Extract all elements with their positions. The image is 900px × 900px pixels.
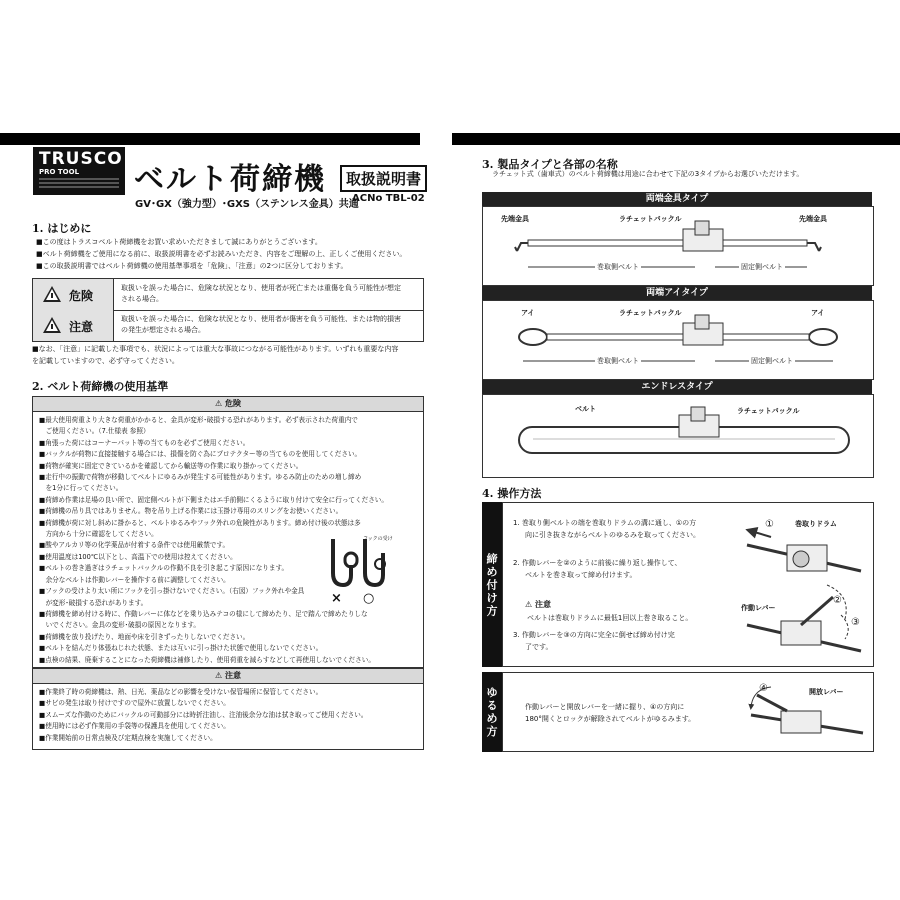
step-line: 1. 巻取り側ベルトの端を巻取りドラムの溝に通し、①の方 [513, 519, 697, 527]
caution-note: ベルトは巻取りドラムに最低1回以上巻き取ること。 [527, 614, 693, 622]
part-label: ラチェットバックル [737, 407, 800, 415]
type-panel-hooks [482, 206, 874, 286]
danger-desc: される場合。 [121, 295, 163, 303]
caution-item: ■使用時には必ず作業用の手袋等の保護具を使用してください。 [39, 722, 230, 731]
step-line: ベルトを巻き取って締め付けます。 [525, 571, 637, 579]
caution-item: ■作業終了時の荷締機は、熱、日光、薬品などの影響を受けない保管場所に保管してください。 [39, 688, 323, 696]
danger-desc: 取扱いを誤った場合に、危険な状況となり、使用者が死亡または重傷を負う可能性が想定 [121, 284, 401, 292]
caution-level-row [33, 310, 423, 341]
logo-text: TRUSCO [39, 149, 123, 169]
danger-item: ■フックの受けより太い所にフックを引っ掛けないでください。（右図）フック外れや金具 [39, 587, 305, 596]
danger-item: ■酸やアルカリ等の化学薬品が付着する条件では使用厳禁です。 [39, 541, 230, 550]
part-label: ラチェットバックル [619, 309, 682, 317]
loosen-panel [502, 672, 874, 752]
part-label: 固定側ベルト [741, 263, 783, 271]
tighten-panel [502, 502, 874, 667]
loosen-line: 180°開くとロックが解除されてベルトがゆるみます。 [525, 715, 696, 723]
intro-line: ■ベルト荷締機をご使用になる前に、取扱説明書を必ずお読みいただき、内容をご理解の上、正しくご使用ください。 [36, 250, 407, 258]
danger-item: ■バックルが荷物に直接接触する場合には、損傷を防ぐ為にプロテクター等の当てものを使用してください。 [39, 450, 362, 459]
part-label: 先端金具 [501, 215, 529, 223]
caution-text: 注意 [534, 600, 551, 609]
ratchet-operation-diagram [741, 515, 869, 665]
caution-label: 注意 [69, 320, 94, 334]
tighten-step-2 [513, 557, 682, 581]
danger-item: 方向から十分に確認をしてください。 [39, 530, 158, 539]
intro-line: ■この度はトラスコベルト荷締機をお買い求めいただきまして誠にありがとうございます。 [36, 238, 322, 246]
mark-2: ② [833, 595, 842, 606]
warning-level-table [32, 278, 424, 342]
mark-3: ③ [851, 617, 860, 628]
danger-item: ■荷締め作業は足場の良い所で、固定側ベルトが下側またはエ手前側にくるように取り付けて安全に行ってください。 [39, 495, 388, 504]
drum-label: 巻取りドラム [795, 520, 837, 528]
loosen-side-label [482, 672, 502, 752]
danger-item: ■角張った荷にはコーナーパット等の当てものを必ずご使用ください。 [39, 438, 250, 447]
step-line: 3. 作動レバーを③の方向に完全に倒せば締め付け完 [513, 631, 675, 639]
usage-heading: 2. ベルト荷締機の使用基準 [32, 380, 169, 393]
hook-receiver-label: フックの受け [363, 536, 393, 542]
danger-item: ご使用ください。（7.仕様表 参照） [39, 427, 150, 436]
danger-item: ■使用温度は100℃以下とし、高温下での使用は控えてください。 [39, 552, 237, 561]
danger-item: ■走行中の振動で荷物が移動してベルトにゆるみが発生する可能性があります。ゆるみ防止のための増し締め [39, 473, 362, 482]
header-rule [0, 133, 900, 145]
step-line: 2. 作動レバーを②のように前後に繰り返し操作して、 [513, 559, 682, 567]
operation-heading: 4. 操作方法 [482, 487, 542, 500]
parts-heading: 3. 製品タイプと各部の名称 [482, 158, 618, 171]
danger-item: ■点検の結果、廃棄することになった荷締機は補修したり、使用荷重を減らすなどして再使用しないでください。 [39, 655, 375, 664]
part-label: 先端金具 [799, 215, 827, 223]
danger-box-header: ⚠ 危険 [33, 397, 423, 412]
part-label: 巻取側ベルト [597, 263, 639, 271]
belt-endless-diagram [483, 395, 873, 477]
logo-subtext: PRO TOOL [39, 168, 80, 176]
part-label: 巻取側ベルト [597, 357, 639, 365]
caution-item: ■スムーズな作動のためにバックルの可動部分には時折注油し、注油後余分な油は拭き取ってご使用ください。 [39, 710, 368, 719]
tighten-step-1 [513, 517, 700, 541]
caution-item: ■作業開始前の日常点検及び定期点検を実施してください。 [39, 733, 217, 742]
part-label: ベルト [575, 405, 596, 413]
danger-item: 余分なベルトは作動レバーを操作する前に調整してください。 [39, 575, 230, 584]
model-subtitle: GV･GX（強力型）･GXS（ステンレス金具）共通 [135, 199, 359, 210]
note-line: ■なお、「注意」に記載した事項でも、状況によっては重大な事故につながる可能性があります。いずれも重要な内容 [32, 345, 399, 353]
danger-label: 危険 [69, 289, 94, 303]
danger-item: が変形･破損する恐れがあります。 [39, 598, 148, 607]
intro-heading: 1. はじめに [32, 222, 92, 235]
intro-text [36, 236, 406, 272]
type-header-hooks: 両端金具タイプ [482, 192, 872, 206]
danger-level-row [33, 279, 423, 311]
loosen-line: 作動レバーと開放レバーを一緒に握り、④の方向に [525, 703, 685, 711]
type-header-endless: エンドレスタイプ [482, 380, 872, 394]
ok-mark: ○ [363, 591, 375, 606]
step-line: 向に引き抜きながらベルトのゆるみを取ってください。 [525, 531, 700, 539]
caution-box-title: 注意 [224, 671, 241, 680]
caution-list [39, 687, 367, 744]
part-label: ラチェットバックル [619, 215, 682, 223]
caution-label: ⚠ 注意 [525, 600, 551, 609]
parts-intro: ラチェット式（歯車式）のベルト荷締機は用途に合わせて下記の3タイプからお選びいただけます。 [492, 170, 804, 178]
danger-box-title: 危険 [224, 399, 241, 408]
caution-box-header: ⚠ 注意 [33, 669, 423, 684]
document-title: ベルト荷締機 [134, 162, 326, 197]
danger-item: を1分に行ってください。 [39, 484, 123, 493]
warning-icon [43, 317, 61, 333]
note-line: を記載していますので、必ず守ってください。 [32, 357, 179, 365]
caution-item: ■サビの発生は取り付けですので屋外に放置しないでください。 [39, 699, 230, 708]
danger-item: いでください。金具の変形･破損の原因となります。 [39, 621, 201, 630]
intro-line: ■この取扱説明書ではベルト荷締機の使用基準事項を「危険」、「注意」の2つに区分しております。 [36, 262, 348, 270]
type-panel-endless [482, 394, 874, 478]
caution-box [32, 668, 424, 750]
tighten-side-label [482, 502, 502, 667]
danger-item: ■荷締機を放り投げたり、地面や床を引きずったりしないでください。 [39, 632, 250, 641]
trusco-logo [33, 147, 125, 195]
document-number: ACNo TBL-02 [352, 193, 425, 204]
danger-item: ■最大使用荷重より大きな荷重がかかると、金具が変形･破損する恐れがあります。必ず表示された荷重内で [39, 416, 358, 424]
tighten-step-3 [513, 629, 675, 653]
release-lever-label: 開放レバー [809, 688, 844, 696]
ng-mark: × [331, 591, 342, 606]
caution-desc: の発生が想定される場合。 [121, 326, 205, 334]
warning-icon [43, 286, 61, 302]
part-label: アイ [521, 309, 535, 317]
note-text [32, 343, 398, 367]
caution-desc: 取扱いを誤った場合に、危険な状況となり、使用者が傷害を負う可能性、または物的損害 [121, 315, 401, 323]
tighten-side-text: 締め付け方 [486, 552, 498, 617]
danger-item: ■荷締機が荷に対し斜めに掛かると、ベルトゆるみやフック外れの危険性があります。締め付け後の状態は多 [39, 518, 361, 527]
danger-item: ■ベルトの巻き過ぎはラチェットバックルの作動不良を引き起こす原因になります。 [39, 564, 289, 573]
loosen-text [525, 701, 695, 725]
danger-item: ■荷締機の吊り具ではありません。物を吊り上げる作業には玉掛け専用のスリングをお使いください。 [39, 507, 343, 516]
danger-item: ■荷物が確実に固定できているかを確認してから輸送等の作業に取り掛かってください。 [39, 461, 303, 470]
manual-label: 取扱説明書 [340, 165, 427, 192]
lever-label: 作動レバー [741, 604, 776, 612]
part-label: 固定側ベルト [751, 357, 793, 365]
loosen-side-text: ゆるめ方 [486, 686, 498, 738]
danger-item: ■ベルトを結んだり体張ねじれた状態、または互いに引っ掛けた状態で使用しないでください。 [39, 644, 323, 653]
type-header-eyes: 両端アイタイプ [482, 286, 872, 300]
step-line: 了です。 [525, 643, 553, 651]
hook-diagram [321, 533, 391, 597]
type-panel-eyes [482, 300, 874, 380]
mark-1: ① [765, 519, 774, 530]
danger-item: ■荷締機を締め付ける時に、作動レバーに体などを乗り込みテコの様にして締めたり、足で踏んで締めたりしな [39, 609, 368, 618]
part-label: アイ [811, 309, 825, 317]
danger-box [32, 396, 424, 668]
mark-4: ④ [759, 683, 768, 694]
